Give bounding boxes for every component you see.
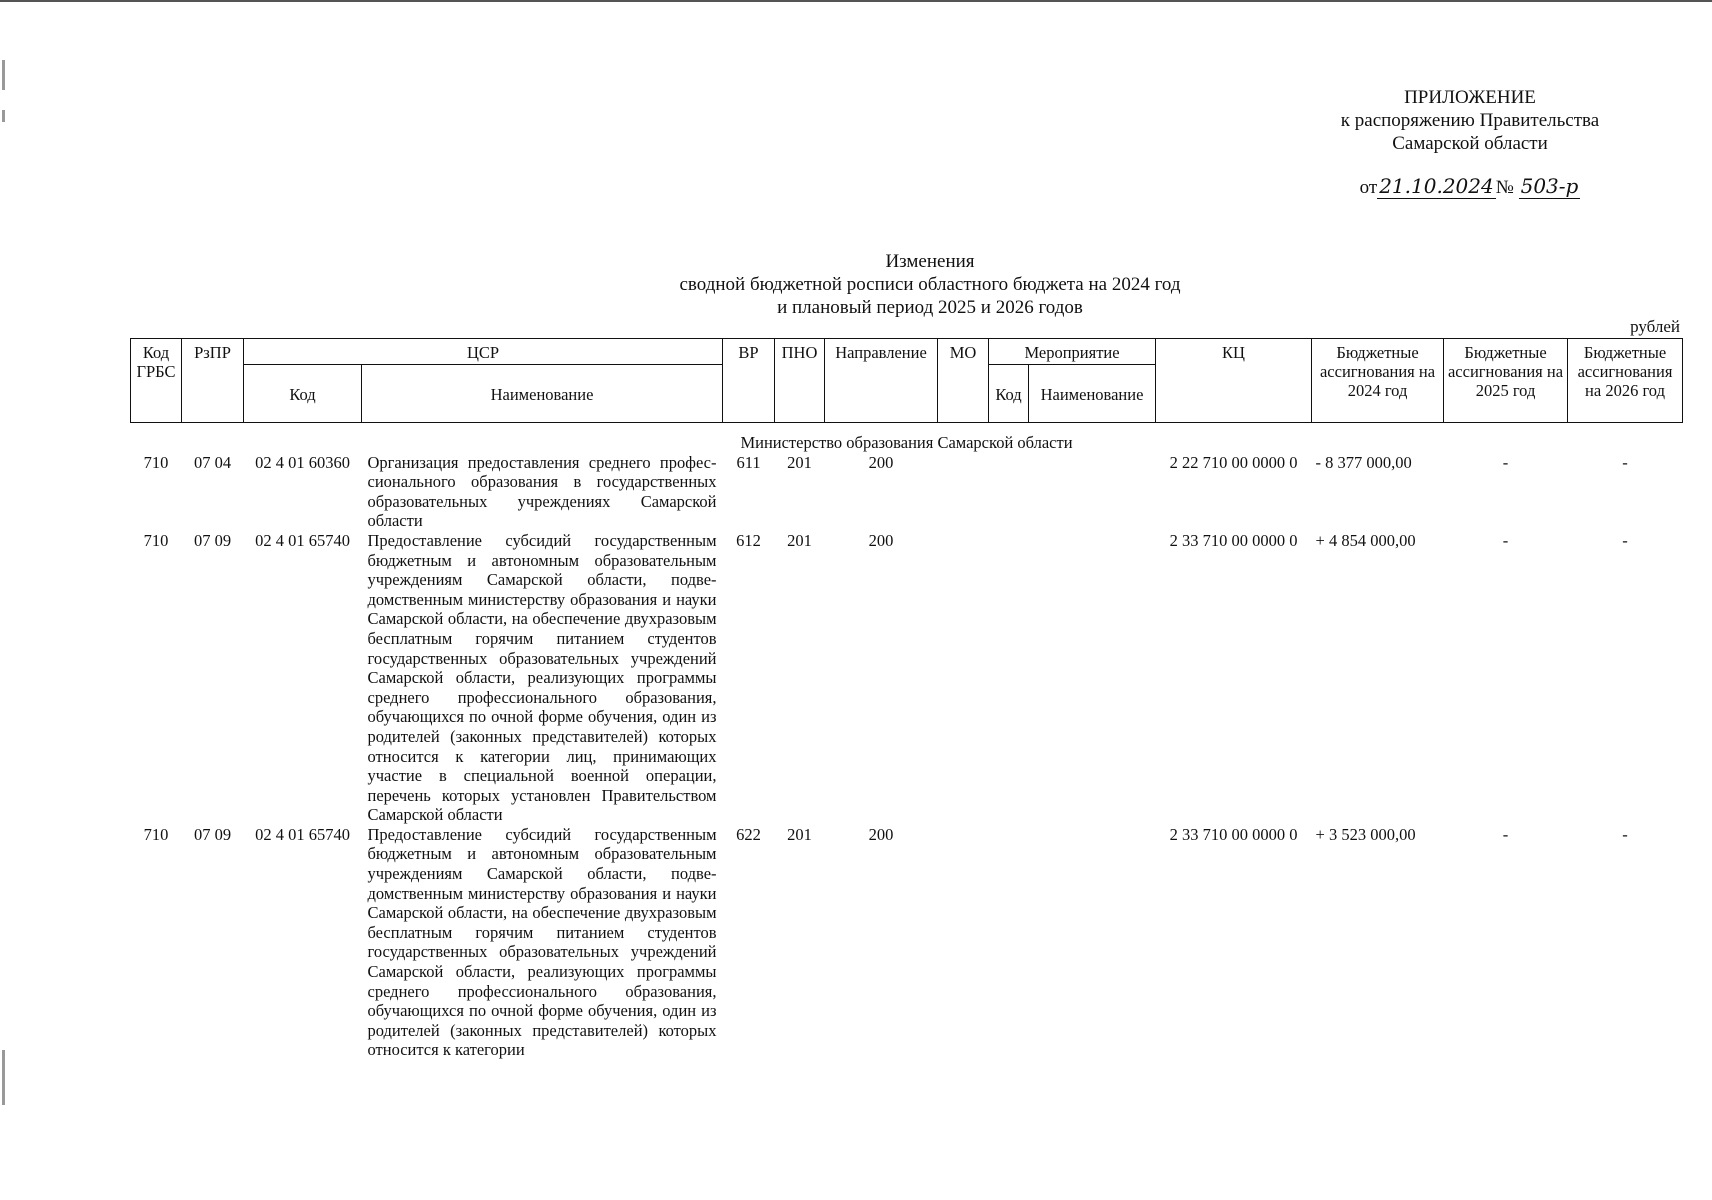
header-rzpr: РзПР bbox=[182, 339, 244, 423]
appendix-block bbox=[1300, 86, 1640, 199]
header-grbs: Код ГРБС bbox=[131, 339, 182, 423]
header-2026: Бюджетные ассигнования на 2026 год bbox=[1568, 339, 1683, 423]
cell-grbs: 710 bbox=[143, 530, 169, 550]
appendix-line2: к распоряжению Правительства bbox=[1340, 110, 1600, 131]
cell-grbs: 710 bbox=[143, 452, 169, 472]
table-row bbox=[131, 453, 1683, 531]
table-row bbox=[131, 531, 1683, 825]
cell-mo bbox=[938, 825, 989, 998]
cell-vr: 612 bbox=[736, 530, 761, 550]
page-top-border bbox=[0, 0, 1712, 2]
cell-pno: 201 bbox=[787, 530, 812, 550]
header-kc: КЦ bbox=[1156, 339, 1312, 423]
cell-event-code bbox=[989, 531, 1029, 825]
header-event-name: Наименование bbox=[1029, 365, 1156, 423]
cell-csr-name: Организация предоставления среднего профессионального образования в государственных образовательных учреждениях Самарской области bbox=[367, 452, 717, 531]
header-2025: Бюджетные ассигнования на 2025 год bbox=[1444, 339, 1568, 423]
cell-mo bbox=[938, 531, 989, 825]
cell-csr-code: 02 4 01 60360 bbox=[255, 452, 350, 472]
title-line3: и плановый период 2025 и 2026 годов bbox=[777, 297, 1083, 318]
table-row bbox=[131, 825, 1683, 998]
cell-kc: 2 33 710 00 0000 0 bbox=[1169, 824, 1298, 844]
cell-2026: - bbox=[1622, 530, 1628, 550]
header-mo: МО bbox=[938, 339, 989, 423]
cell-2025: - bbox=[1502, 824, 1509, 844]
header-vr: ВР bbox=[723, 339, 775, 423]
header-direction: Направление bbox=[825, 339, 938, 423]
header-event: Мероприятие bbox=[989, 339, 1156, 365]
order-number: 503-р bbox=[1520, 174, 1579, 198]
cell-event-name bbox=[1029, 825, 1156, 998]
number-prefix: № bbox=[1495, 177, 1514, 198]
cell-kc: 2 22 710 00 0000 0 bbox=[1169, 452, 1298, 472]
cell-csr-name bbox=[362, 824, 723, 1060]
title-line2: сводной бюджетной росписи областного бюджета на 2024 год bbox=[679, 274, 1181, 295]
cell-kc: 2 33 710 00 0000 0 bbox=[1169, 530, 1298, 550]
cell-pno: 201 bbox=[787, 824, 812, 844]
cell-2025: - bbox=[1502, 452, 1509, 472]
cell-2026: - bbox=[1622, 452, 1628, 472]
header-csr-name: Наименование bbox=[362, 365, 723, 423]
currency-unit: рублей bbox=[1630, 317, 1680, 336]
cell-event-code bbox=[989, 453, 1029, 531]
header-event-code: Код bbox=[989, 365, 1029, 423]
document-title bbox=[560, 250, 1300, 319]
cell-event-name bbox=[1029, 531, 1156, 825]
date-prefix: от bbox=[1359, 177, 1378, 198]
order-reference bbox=[1300, 175, 1640, 199]
cell-rzpr: 07 09 bbox=[193, 824, 232, 844]
cell-csr-name: Предоставление субсидий государственным бюджетным и автономным образовательным учреждениям Самарской области, подведомственным министерству образования и науки Самарской области, на обеспечение двухразовым бесплатным горячим питанием студентов государственных образовательных учреждений Самарской области, реализующих программы среднего профессионального образования, обучающихся по очной форме обучения, один из родителей (законных представителей) которых относится к категории лиц, принимающих участие в специальной военной операции, перечень которых установлен Правительством Самарской области bbox=[367, 530, 717, 825]
cell-event-code bbox=[989, 825, 1029, 998]
cell-direction: 200 bbox=[868, 452, 894, 472]
header-pno: ПНО bbox=[775, 339, 825, 423]
budget-table bbox=[130, 338, 1683, 1060]
cell-csr-code: 02 4 01 65740 bbox=[255, 530, 350, 550]
cell-2024: + 3 523 000,00 bbox=[1315, 824, 1416, 844]
cell-event-name bbox=[1029, 453, 1156, 531]
header-csr-code: Код bbox=[244, 365, 362, 423]
appendix-line3: Самарской области bbox=[1392, 133, 1548, 154]
cell-direction: 200 bbox=[868, 824, 894, 844]
cell-2026: - bbox=[1622, 824, 1628, 844]
cell-rzpr: 07 04 bbox=[193, 452, 232, 472]
scan-edge-marks bbox=[0, 40, 10, 1140]
cell-mo bbox=[938, 453, 989, 531]
cell-vr: 611 bbox=[736, 452, 761, 472]
header-csr: ЦСР bbox=[244, 339, 723, 365]
order-date: 21.10.2024 bbox=[1379, 174, 1494, 198]
cell-csr-name-text: Предоставление субсидий государственным бюджетным и автономным образовательным учреждениям Самарской области, подведомственным министерству образования и науки Самарской области, на обеспечение двухразовым бесплатным горячим питанием студентов государственных образовательных учреждений Самарской области, реализующих программы среднего профессионального образования, обучающихся по очной форме обучения, один из родителей (законных представителей) которых относится к категории bbox=[367, 824, 717, 1060]
cell-grbs: 710 bbox=[143, 824, 169, 844]
ministry-row: Министерство образования Самарской области bbox=[740, 433, 1073, 452]
appendix-title: ПРИЛОЖЕНИЕ bbox=[1404, 87, 1536, 108]
cell-vr: 622 bbox=[736, 824, 761, 844]
cell-csr-code: 02 4 01 65740 bbox=[255, 824, 350, 844]
cell-direction: 200 bbox=[868, 530, 894, 550]
cell-2024: - 8 377 000,00 bbox=[1315, 452, 1412, 472]
cell-2024: + 4 854 000,00 bbox=[1315, 530, 1416, 550]
title-line1: Изменения bbox=[885, 251, 975, 272]
cell-rzpr: 07 09 bbox=[193, 530, 232, 550]
header-2024: Бюджетные ассигнования на 2024 год bbox=[1312, 339, 1444, 423]
cell-pno: 201 bbox=[787, 452, 812, 472]
cell-2025: - bbox=[1502, 530, 1509, 550]
